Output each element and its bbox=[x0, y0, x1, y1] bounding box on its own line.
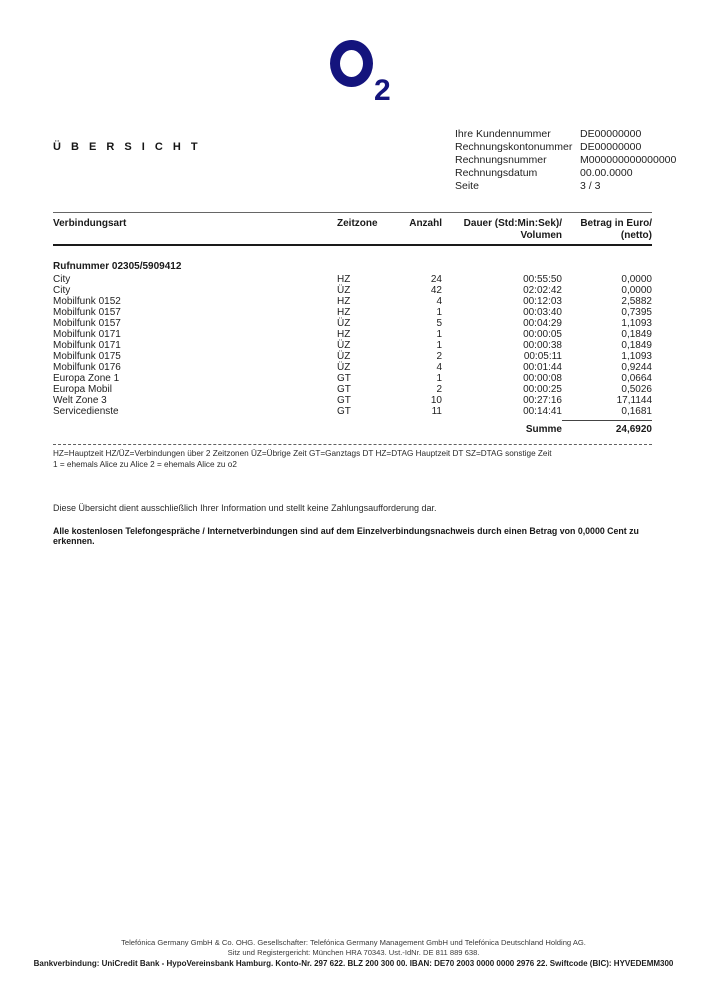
cell-anzahl: 1 bbox=[436, 329, 442, 340]
col-anzahl: Anzahl bbox=[409, 218, 442, 229]
cell-dauer: 00:55:50 bbox=[523, 274, 562, 285]
cell-verbindungsart: Servicedienste bbox=[53, 406, 119, 417]
info-label: Rechnungsdatum bbox=[455, 167, 538, 179]
cell-dauer: 00:00:05 bbox=[523, 329, 562, 340]
connections-table bbox=[53, 212, 652, 546]
cell-betrag: 1,1093 bbox=[621, 318, 652, 329]
cell-betrag: 0,9244 bbox=[621, 362, 652, 373]
rufnummer-section-title: Rufnummer 02305/5909412 bbox=[53, 261, 182, 272]
col-betrag-line1: Betrag in Euro/ bbox=[580, 218, 652, 229]
free-calls-note: Alle kostenlosen Telefongespräche / Internetverbindungen sind auf dem Einzelverbindungsnachweis durch einen Betrag von 0,0000 Cent zu erkennen. bbox=[53, 526, 639, 546]
cell-anzahl: 2 bbox=[436, 384, 442, 395]
table-row bbox=[53, 307, 652, 318]
cell-betrag: 0,0664 bbox=[621, 373, 652, 384]
cell-verbindungsart: Mobilfunk 0157 bbox=[53, 307, 121, 318]
footer-line1: Telefónica Germany GmbH & Co. OHG. Gesellschafter: Telefónica Germany Management GmbH und Telefónica Deutschland Holding AG. bbox=[121, 938, 586, 947]
cell-zeitzone: HZ bbox=[337, 296, 351, 307]
footer-bank-line: Bankverbindung: UniCredit Bank - HypoVereinsbank Hamburg. Konto-Nr. 297 622. BLZ 200 300 00. IBAN: DE70 2003 0000 0000 2976 22. Swiftcode (BIC): HYVEDEMM300 bbox=[33, 958, 674, 968]
col-dauer-line2: Volumen bbox=[520, 229, 562, 241]
cell-zeitzone: ÜZ bbox=[337, 318, 351, 329]
cell-betrag: 0,1849 bbox=[621, 340, 652, 351]
o2-logo-subscript: 2 bbox=[374, 74, 390, 107]
info-value: M000000000000000 bbox=[580, 154, 677, 166]
legend bbox=[53, 448, 652, 470]
footer-line2: Sitz und Registergericht: München HRA 70343. Ust.-IdNr. DE 811 889 638. bbox=[227, 948, 480, 958]
info-value: 3 / 3 bbox=[580, 180, 601, 192]
cell-anzahl: 1 bbox=[436, 373, 442, 384]
o2-logo bbox=[330, 40, 400, 107]
col-betrag bbox=[562, 218, 652, 241]
table-body bbox=[53, 274, 652, 417]
info-row bbox=[455, 128, 676, 141]
cell-verbindungsart: Mobilfunk 0171 bbox=[53, 329, 121, 340]
cell-zeitzone: GT bbox=[337, 373, 351, 384]
cell-betrag: 0,0000 bbox=[621, 274, 652, 285]
cell-dauer: 00:00:08 bbox=[523, 373, 562, 384]
company-footer bbox=[0, 938, 707, 969]
cell-betrag: 0,0000 bbox=[621, 285, 652, 296]
cell-dauer: 00:04:29 bbox=[523, 318, 562, 329]
cell-zeitzone: HZ bbox=[337, 307, 351, 318]
cell-anzahl: 5 bbox=[436, 318, 442, 329]
info-row bbox=[455, 141, 676, 154]
cell-anzahl: 24 bbox=[430, 274, 442, 285]
cell-zeitzone: HZ bbox=[337, 329, 351, 340]
table-row bbox=[53, 285, 652, 296]
cell-betrag: 0,1849 bbox=[621, 329, 652, 340]
table-row bbox=[53, 362, 652, 373]
cell-anzahl: 1 bbox=[436, 307, 442, 318]
cell-anzahl: 10 bbox=[430, 395, 442, 406]
info-label: Seite bbox=[455, 180, 479, 192]
cell-dauer: 00:01:44 bbox=[523, 362, 562, 373]
cell-anzahl: 42 bbox=[430, 285, 442, 296]
info-note: Diese Übersicht dient ausschließlich Ihrer Information und stellt keine Zahlungsaufforderung dar. bbox=[53, 503, 437, 513]
cell-zeitzone: ÜZ bbox=[337, 340, 351, 351]
col-verbindungsart: Verbindungsart bbox=[53, 218, 127, 229]
cell-betrag: 2,5882 bbox=[621, 296, 652, 307]
info-row bbox=[455, 180, 676, 193]
invoice-info-block bbox=[455, 128, 676, 193]
cell-dauer: 00:14:41 bbox=[523, 406, 562, 417]
table-row bbox=[53, 340, 652, 351]
cell-verbindungsart: City bbox=[53, 285, 71, 296]
o2-logo-ring-icon bbox=[330, 40, 373, 87]
cell-anzahl: 11 bbox=[431, 406, 442, 417]
cell-anzahl: 4 bbox=[436, 362, 442, 373]
info-label: Rechnungskontonummer bbox=[455, 141, 573, 153]
col-dauer bbox=[442, 218, 562, 241]
info-value: 00.00.0000 bbox=[580, 167, 633, 179]
cell-verbindungsart: Europa Zone 1 bbox=[53, 373, 120, 384]
cell-verbindungsart: City bbox=[53, 274, 71, 285]
cell-dauer: 00:05:11 bbox=[523, 351, 562, 362]
col-zeitzone: Zeitzone bbox=[337, 218, 378, 229]
legend-line2: 1 = ehemals Alice zu Alice 2 = ehemals Alice zu o2 bbox=[53, 460, 237, 469]
cell-betrag: 1,1093 bbox=[621, 351, 652, 362]
info-row bbox=[455, 154, 676, 167]
cell-verbindungsart: Europa Mobil bbox=[53, 384, 112, 395]
cell-betrag: 0,7395 bbox=[621, 307, 652, 318]
page-title: Ü B E R S I C H T bbox=[53, 141, 202, 153]
cell-zeitzone: GT bbox=[337, 395, 351, 406]
info-label: Rechnungsnummer bbox=[455, 154, 547, 166]
cell-zeitzone: GT bbox=[337, 406, 351, 417]
cell-verbindungsart: Mobilfunk 0157 bbox=[53, 318, 121, 329]
table-row bbox=[53, 318, 652, 329]
table-row bbox=[53, 329, 652, 340]
cell-verbindungsart: Mobilfunk 0176 bbox=[53, 362, 121, 373]
cell-dauer: 00:03:40 bbox=[523, 307, 562, 318]
cell-anzahl: 2 bbox=[436, 351, 442, 362]
cell-anzahl: 4 bbox=[436, 296, 442, 307]
cell-dauer: 00:27:16 bbox=[523, 395, 562, 406]
table-row bbox=[53, 296, 652, 307]
cell-dauer: 00:00:25 bbox=[523, 384, 562, 395]
table-row bbox=[53, 351, 652, 362]
cell-dauer: 02:02:42 bbox=[523, 285, 562, 296]
table-row bbox=[53, 395, 652, 406]
cell-dauer: 00:00:38 bbox=[523, 340, 562, 351]
summe-label: Summe bbox=[525, 424, 562, 435]
cell-zeitzone: GT bbox=[337, 384, 351, 395]
info-label: Ihre Kundennummer bbox=[455, 128, 551, 140]
cell-zeitzone: ÜZ bbox=[337, 362, 351, 373]
cell-verbindungsart: Mobilfunk 0175 bbox=[53, 351, 121, 362]
cell-betrag: 17,1144 bbox=[616, 395, 652, 406]
table-row bbox=[53, 373, 652, 384]
cell-zeitzone: ÜZ bbox=[337, 285, 351, 296]
cell-verbindungsart: Mobilfunk 0152 bbox=[53, 296, 121, 307]
summe-value: 24,6920 bbox=[562, 420, 652, 435]
cell-verbindungsart: Mobilfunk 0171 bbox=[53, 340, 121, 351]
cell-betrag: 0,5026 bbox=[621, 384, 652, 395]
table-row bbox=[53, 406, 652, 417]
table-header-row bbox=[53, 213, 652, 246]
col-dauer-line1: Dauer (Std:Min:Sek)/ bbox=[463, 218, 562, 229]
info-row bbox=[455, 167, 676, 180]
cell-verbindungsart: Welt Zone 3 bbox=[53, 395, 107, 406]
summe-row bbox=[53, 424, 652, 435]
cell-zeitzone: ÜZ bbox=[337, 351, 351, 362]
legend-line1: HZ=Hauptzeit HZ/ÜZ=Verbindungen über 2 Zeitzonen ÜZ=Übrige Zeit GT=Ganztags DT HZ=DTAG Hauptzeit DT SZ=DTAG sonstige Zeit bbox=[53, 449, 552, 458]
cell-anzahl: 1 bbox=[436, 340, 442, 351]
col-betrag-line2: (netto) bbox=[620, 229, 652, 241]
table-row bbox=[53, 274, 652, 285]
table-row bbox=[53, 384, 652, 395]
cell-dauer: 00:12:03 bbox=[523, 296, 562, 307]
info-value: DE00000000 bbox=[580, 128, 642, 140]
info-value: DE00000000 bbox=[580, 141, 642, 153]
cell-zeitzone: HZ bbox=[337, 274, 351, 285]
cell-betrag: 0,1681 bbox=[621, 406, 652, 417]
dashed-divider bbox=[53, 444, 652, 445]
